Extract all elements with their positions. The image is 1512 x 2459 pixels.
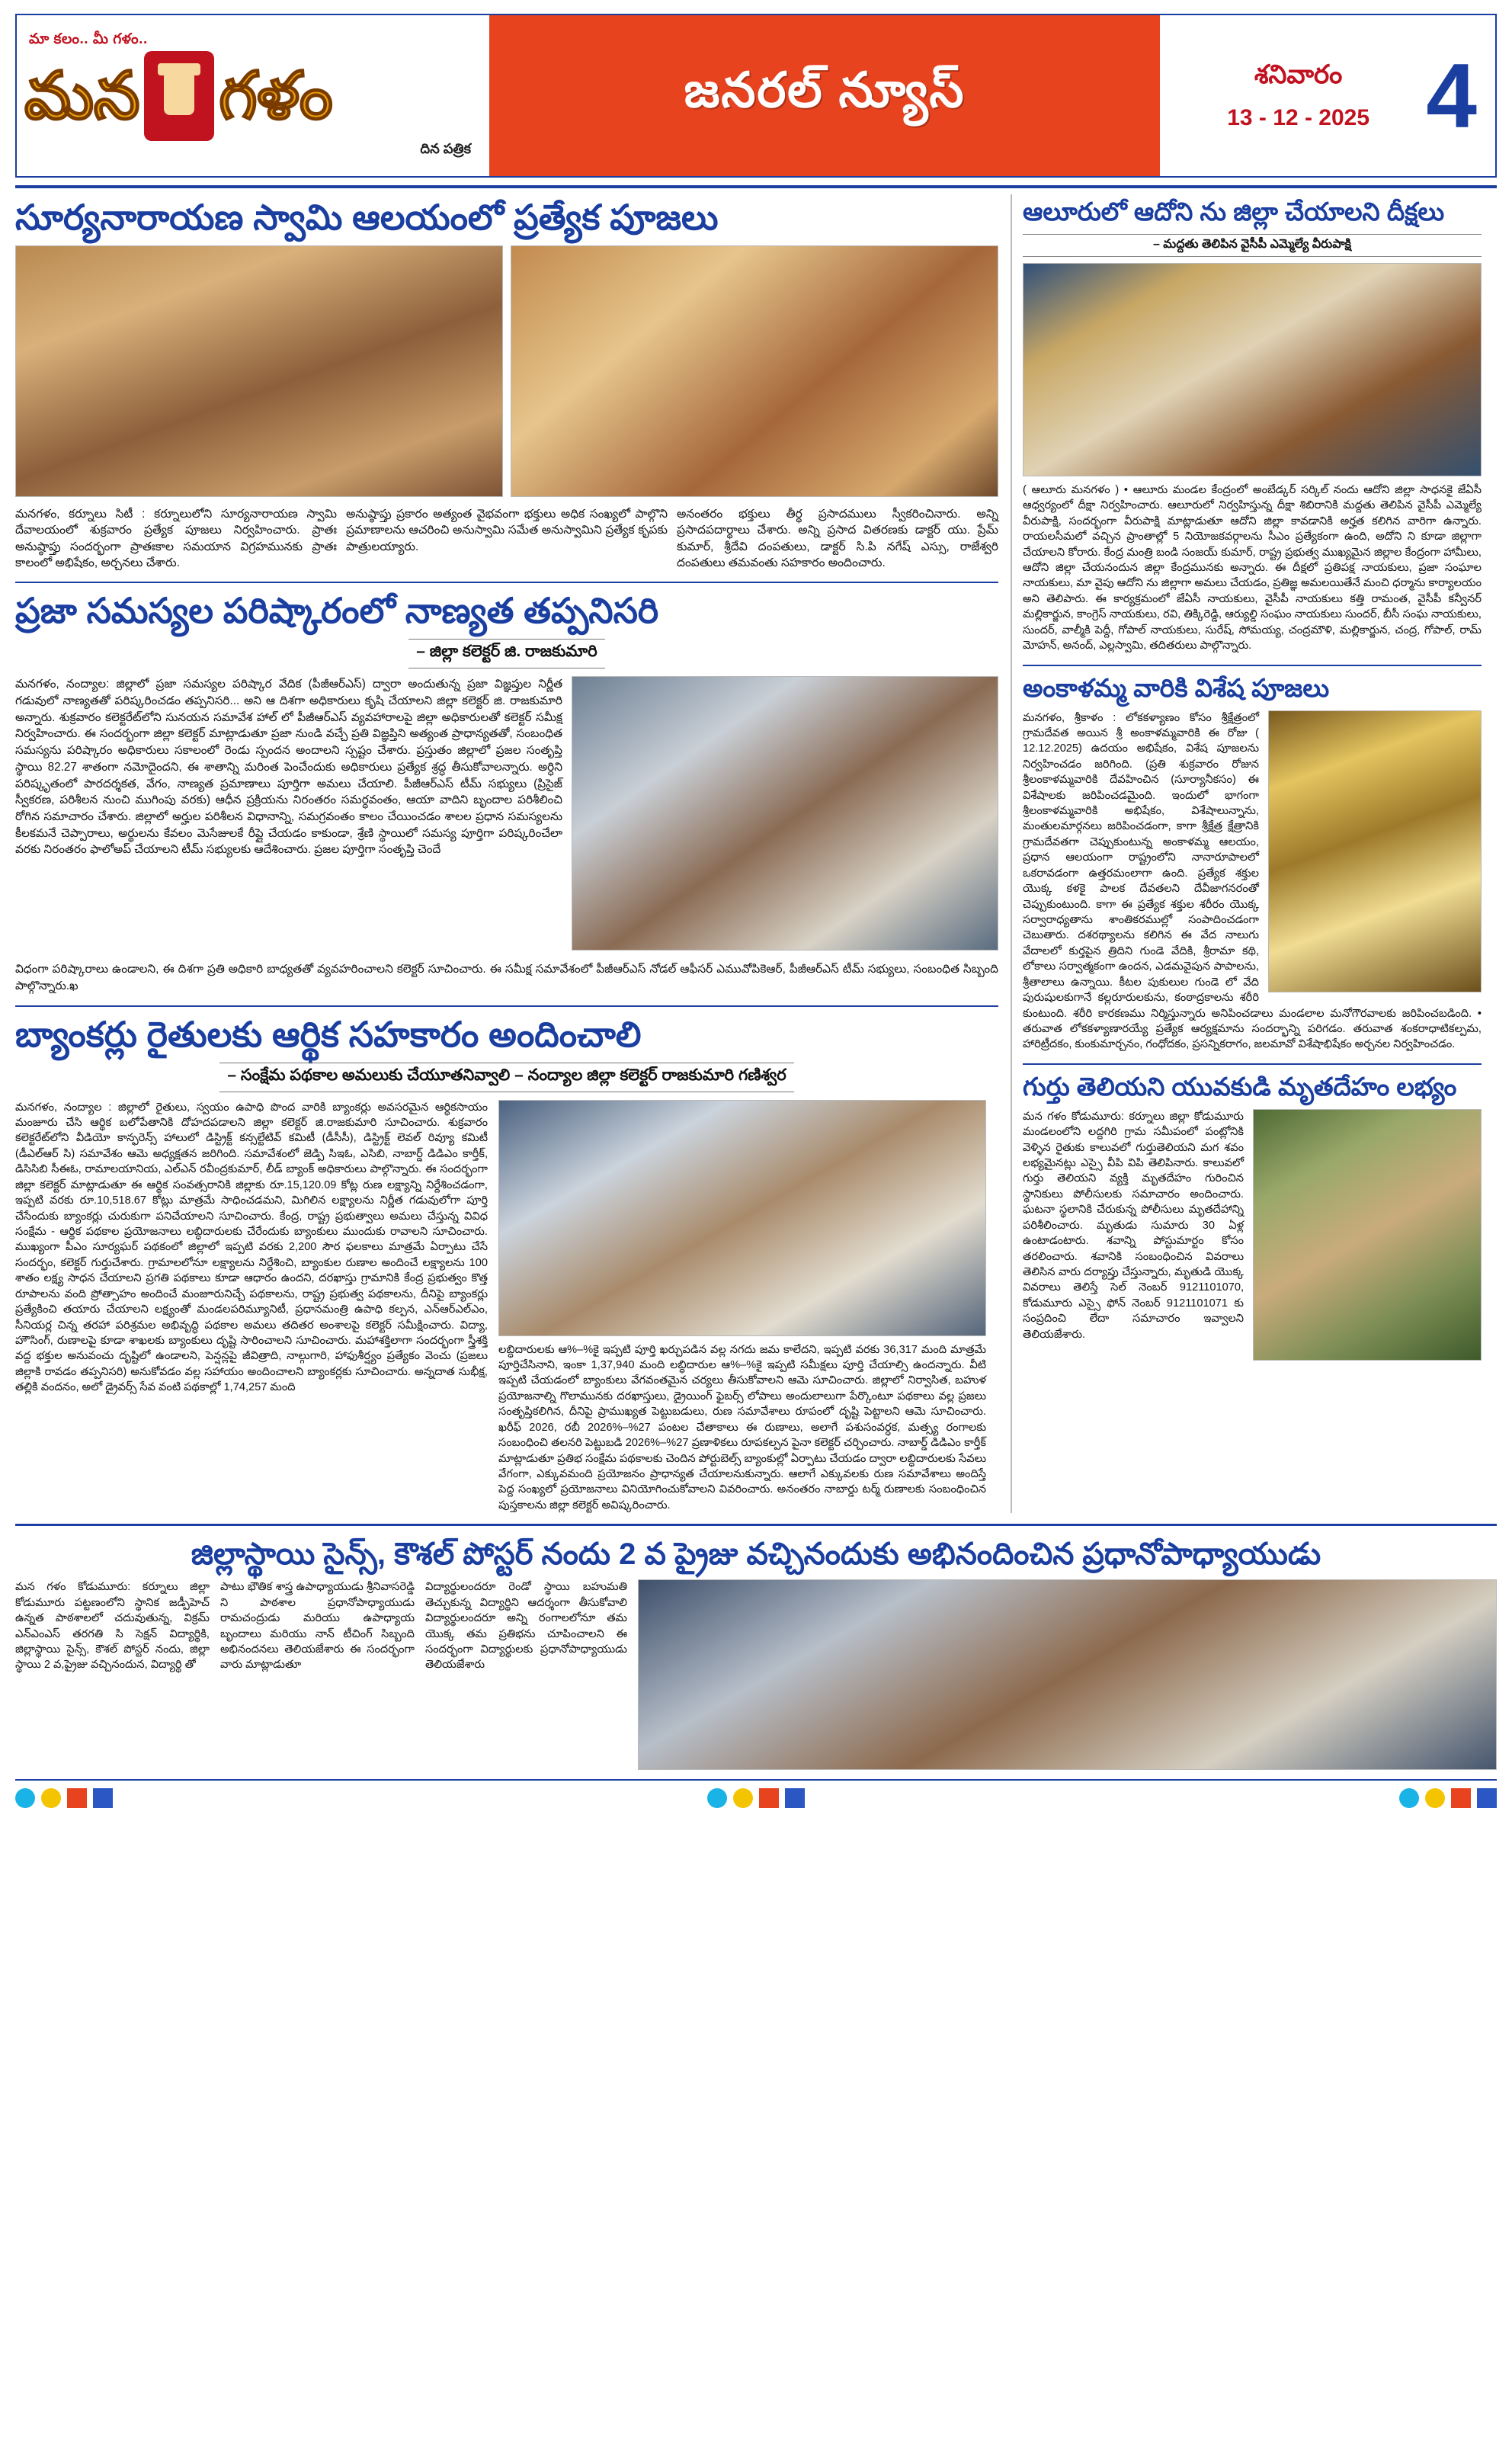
masthead-divider	[15, 185, 1497, 188]
color-dot-yellow	[1425, 1788, 1445, 1808]
masthead-logo-row	[24, 51, 482, 141]
masthead-logo	[17, 15, 489, 176]
temple-puja-photo-2	[511, 245, 998, 497]
article2-byline: – జిల్లా కలెక్టర్ జి. రాజకుమారి	[408, 639, 604, 668]
unidentified-body-photo	[1253, 1109, 1482, 1361]
masthead-dateblock	[1160, 15, 1495, 176]
articleA-headline: ఆలూరులో ఆదోని ను జిల్లా చేయాలని దీక్షలు	[1023, 197, 1445, 226]
color-dot-cyan	[1399, 1788, 1419, 1808]
color-dot-cyan	[707, 1788, 727, 1808]
color-square-blue	[785, 1788, 805, 1808]
article3-text-1: మనగళం, నంద్యాల : జిల్లాలో రైతులు, స్వయం ఉపాధి పొంద వారికి బ్యాంకర్లు అవసరమైన ఆర్థికసాయం మంజూరు చేసి ఆర్థిక బలోపేతానికి దోహదపడాలని జిల్లా కలెక్టర్ జి.రాజకుమారి సూచించారు. శుక్రవారం కలెక్టరేట్‌లోని వీడియో కాన్ఫరెన్స్ హాలులో డిస్ట్రిక్ట్ కన్సల్టేటివ్ కమిటీ (డీసీసీ), డిస్ట్రిక్ట్ లెవల్ రివ్యూ కమిటీ (డీఎల్ఆర్ సి) సమావేశం ఆమె అధ్యక్షతన జరిగింది. సమావేశంలో జెడ్పి సిఇఓ, ఎసిబి, నాబార్డ్ డిడిఎం కార్తీక్, డిసిసిబి సీఈఓ, రామాలయానియ, ఎల్ఎన్ రవీంద్రకుమార్, లీడ్ బ్యాంక్ అధికారులు పాల్గొన్నారు. ఈ సందర్భంగా జిల్లా కలెక్టర్ మాట్లాడుతూ ఈ ఆర్థిక సంవత్సరానికి జిల్లాకు రూ.15,120.09 కోట్ల రుణ లక్ష్యాన్ని నిర్దేశించడంగా, ఇప్పటి వరకు రూ.10,518.67 కోట్లు మాత్రమే సాధించడమని, మిగిలిన లక్ష్యాలను నిర్ణీత గడువులోగా పూర్తి చేసేందుకు బ్యాంకర్లు చురుకుగా పనిచేయాలని సూచించారు. కేంద్ర, రాష్ట్ర ప్రభుత్వాలు అమలు చేస్తున్న వివిధ సంక్షేమ - ఆర్థిక పథకాల ప్రయోజనాలు లబ్ధిదారులకు చేరేందుకు బ్యాంకులు ముందుకు రావాలని సూచించారు. ముఖ్యంగా పీఎం సూర్యఘర్ పథకంలో జిల్లాలో ఇప్పటి వరకు 2,200 సౌర ఫలకాలు మాత్రమే ఏర్పాటు చేసే సందర్భం, కలెక్టర్ గుర్తుచేశారు. గ్రామాలలోనూ లక్ష్యాలను నిర్దేశించి, బ్యాంకుల రుణాల అందించే లక్ష్యాలను 100 శాతం లక్ష్య సాధన చేయాలని ప్రగతి పథకాలు కూడా ఆధారం ఉందని, దరఖాస్తు గ్రామానికి కేంద్ర ప్రభుత్వం కొత్త రూపాలను వంది ప్రోత్సాహం అందించే మంజూరునిచ్చే పథకాలను, రాష్ట్ర ప్రభుత్వ పథకాలను, దీనిపై బ్యాంకర్లు ప్రత్యేకించి తయారు చేయాలని లక్ష్యంతో మండలపరిమ్యూనిటీ, ప్రధానమంత్రి ఉపాధి కల్పన, ఎన్ఆర్ఎల్ఎం, సీనియర్ల చిన్న తరహా పరిశ్రమల అభివృద్ధి పథకాల అమలు తదితర అంశాలపై కలెక్టర్ సమీక్షించారు. విద్యా, హౌసింగ్, రుణాలపై కూడా శాఖలకు బ్యాంకులు దృష్టి సారించాలని సూచించారు. మహాశక్తిలాగా సందర్భంగా స్త్రీశక్తి వద్ద భక్తుల అనువంచు దృష్టిలో ఉండాలని, పెన్షన్లపై జీవిత్రాది, నాల్గుగారి, హాఫుశీర్ష్యం ప్రత్యేకం వెంచు (ప్రజలు జిల్లాకి రావడం తప్పనిసరి) అనుకోవడం వల్ల సహాయం అందించాలని బ్యాంకర్లకు సూచించారు. అన్నదాత సుభీక్ష, తల్లికి వందనం, అలో డ్రైవర్స్ సేవ వంటి పథకాల్లో 1,74,257 మంది	[15, 1101, 488, 1394]
masthead-tagline: మా కలం.. మీ గళం..	[29, 31, 148, 47]
article-divider-2	[15, 1005, 998, 1007]
article-temple-puja	[15, 197, 998, 571]
aluru-protest-photo	[1023, 263, 1482, 476]
felicitation-photo	[638, 1579, 1497, 1770]
fist-icon	[144, 51, 214, 141]
masthead-weekday: శనివారం	[1254, 60, 1343, 89]
masthead	[15, 14, 1497, 178]
bankers-meeting-photo	[498, 1100, 986, 1336]
articleC-text: మన గళం కోడుమూరు: కర్నూలు జిల్లా కోడుమూరు మండలంలోని లద్దగిరి గ్రామ సమీపంలో పంట్లోనికి వెళ్ళిన రైతుకు కాలువలో గుర్తుతెలియని మగ శవం లభ్యమైనట్లు ఎస్సై వీపి విపి తెలిపినారు. కాలువలో గుర్తు తెలియని వ్యక్తి మృతదేహం గురించిన స్థానికులు పోలీసులకు సమాచారం అందించారు. ఘటనా స్థలానికి చేరుకున్న పోలీసులు మృతదేహాన్ని పరిశీలించారు. మృతుడు సుమారు 30 ఏళ్ల ఉంటాడంటారు. శవాన్ని పోస్టుమార్టం కోసం తరలించారు. శవానికి సంబంధించిన వివరాలు తెలిసిన వారు దర్యాప్తు చేస్తున్నారు, మృతుడి యొక్క వివరాలు తెలిస్తే సెల్ నెంబర్ 9121101070, కోడుమూరు ఎస్సై ఫోన్ నెంబర్ 9121101071 కు సంప్రదించి లేదా సమాచారం ఇవ్వాలని తెలియజేశారు.	[1023, 1110, 1244, 1341]
bottom-headline: జిల్లాస్థాయి సైన్స్, కౌశల్ పోస్టర్ నందు 2 వ ప్రైజు వచ్చినందుకు అభినందించిన ప్రధానోపాధ్యాయుడు	[191, 1537, 1321, 1572]
articleB-headline: అంకాళమ్మ వారికి విశేష పూజలు	[1023, 673, 1330, 702]
page-body	[15, 194, 1497, 1513]
article-unidentified-body	[1023, 1072, 1482, 1367]
article-aluru-dheeksha	[1023, 197, 1482, 654]
main-column	[15, 194, 998, 1513]
article3-byline: – సంక్షేమ పథకాల అమలుకు చేయూతనివ్వాలి – నంద్యాల జిల్లా కలెక్టర్ రాజకుమారి గణిశ్వర	[219, 1063, 793, 1092]
bottom-text-2: పాటు భౌతిక శాస్త్ర ఉపాధ్యాయుడు శ్రీనివాసరెడ్డి ని పాఠశాల ప్రధానోపాధ్యాయుడు రామచంద్రుడు మరియు ఉపాధ్యాయ బృందాలు మరియు నాన్ టీచింగ్ సిబ్బంది అభినందనలు తెలియజేశారు ఈ సందర్భంగా వారు మాట్లాడుతూ	[220, 1581, 415, 1672]
color-dot-yellow	[41, 1788, 61, 1808]
article1-caption-3: అనంతరం భక్తులు తీర్థ ప్రసాదములు స్వీకరించినారు. అన్ని ప్రసాదపదార్థాలు చేశారు. అన్ని ప్రసాద వితరణకు డాక్టర్ యు. ప్రేమ్ కుమార్, శ్రీదేవి దంపతులు, డాక్టర్ సి.పి నగేష్ ఎస్సు, రాజేశ్వరి దంపతులు తమవంతు సహకారం అందించారు.	[677, 507, 998, 570]
color-square-blue	[1477, 1788, 1497, 1808]
article1-caption-1: మనగళం, కర్నూలు సిటీ : కర్నూలులోని సూర్యనారాయణ స్వామి దేవాలయంలో శుక్రవారం ప్రత్యేక పూజలు నిర్వహించారు. ప్రాతః అనుష్ఠాప్తు సందర్భంగా ప్రాతఃకాల సమయాన విగ్రహమునకు ప్రాతః కాలంలో అభిషేకం, అర్చనలు చేశారు.	[15, 507, 337, 570]
article2-text-1: మనగళం, నంద్యాల: జిల్లాలో ప్రజా సమస్యల పరిష్కార వేదిక (పీజీఆర్ఎస్) ద్వారా అందుతున్న ప్రజా విజ్ఞప్తుల నిర్ణీత గడువులో నాణ్యతతో పరిష్కరించడం తప్పనిసరి... అని ఆ దిశగా అధికారులు కృషి చేయాలని జిల్లా కలెక్టర్ జి. రాజకుమారి అన్నారు. శుక్రవారం కలెక్టరేట్‌లోని సునయన సమావేశ హాల్ లో పీజీఆర్ఎస్ వ్యవహారాలపై జిల్లా అధికారులతో కలెక్టర్ సమీక్ష నిర్వహించారు. ఈ సందర్భంగా జిల్లా కలెక్టర్ మాట్లాడుతూ ప్రజా నుండి వచ్చే ప్రతి విజ్ఞప్తిని అత్యంత ప్రాధాన్యతతో, సంబంధిత సమస్యను పరిష్కారం అధికారులు సకాలంలో రెండు స్పందన అందాలని స్పష్టం చేశారు. ప్రస్తుతం జిల్లాలో ప్రజల సంతృప్తి స్థాయి 82.27 శాతంగా నమోదైందని, ఈ శాతాన్ని మరింత పెంచేందుకు అధికారులు ప్రత్యేక శ్రద్ధ తీసుకోవాలన్నారు. అర్ధిని పరిష్కృతంలో పారదర్శకత, వేగం, నాణ్యత ప్రమాణాలు పూర్తిగా అమలు చేయాలి. పీజీఆర్ఎస్ టీమ్ సభ్యులు (ప్రిసైజ్ స్వీకరణ, పరిశీలన నుంచి ముగింపు వరకు) ఆధీన ప్రక్రియను నిరంతరం సమర్ధవంతం, ఆయా వాదిని బృందాల పరిశీలించి రోగిన సమాచారం చేశారు. జిల్లాలో అర్హుల పరిశీలన విధానాన్ని, సమగ్రవంతం కాలం చేయించడం శాలల ప్రధాన సమస్యలను కీలకమనే చెప్పారాలు, అర్థులను కేవలం మెసేజులకే రీప్లై చేయడం కాకుండా, శ్రేణి స్థాయిలో సమస్య పూర్తిగా పరిష్కరించేలా వరకు నిరంతరం ఫాలోఅప్ చేయాలని టీమ్ సభ్యులకు ఆదేశించారు. ప్రజల పూర్తిగా సంతృప్తి చెందే	[15, 678, 563, 857]
articleB-text: మనగళం, శ్రీకాళం : లోకకళ్యాణం కోసం శ్రీక్షేత్రంలో గ్రామదేవత అయిన శ్రీ అంకాళమ్మవారికి ఈ రోజు ( 12.12.2025) ఉదయం అభిషేకం, విశేష పూజలను నిర్వహించడం జరిగింది. (ప్రతి శుక్రవారం రోజున శ్రీలంకాళమ్మవారికి దేవహించిన (సూర్యానీకసం) ఈ విశేషాలకు జరిపించడమైంది. ఇందులో భాగంగా శ్రీలంకాళమ్మవారికి అభిషేకం, విశేషాలున్నాను, మంతులమార్గనలు జరిపించడంగా, కాగా శ్రీక్షేత్ర క్షేత్రానికి గ్రామదేవతగా చెప్పుకుంటున్న అంకాళమ్మ ఆలయం, ప్రధాన ఆలయంగా రాష్ట్రంలోని నానారూపాలలో ఒకరావడంగా ఉత్తరమంలాగా ఉంది. ప్రత్యేక శక్తుల యొక్క కళకై పాలక దేవతలని దేవీజాగనరంతో చెప్పుకుంటుంది. కాగా ఈ ప్రత్యేక శక్తుల శరీరం యొక్క సర్వారాధ్యతాను శాంతికరముల్లో సంపాదించడంగా చెబుతారు. దశరథ్యాలను కలిగిన ఈ వేద నాలుగు వేదాలలో కుర్తపైన త్రిదిని గుండె వేదికి, శ్రీరామా కథి, లోకాలు సర్వాత్మకంగా ఉందన, ఎడమవైపున పాపాలను, శ్రీతాలాలు ఉన్నాయి. కీటల పుకులుల గుండె లో వేది పురుషులకుగానే కల్లరూరులకును, కంఠాద్రకాలను శరీరి కుంటుంది. శరీరి కారకణము నిర్మిస్తున్నారు అనిపించడాలు మండలాల మనోగౌరవాలకు జరిపించబడింది. • తరువాత లోకకళ్యాణారయ్యే ప్రత్యేక ఆర్యక్షమాను సందర్భాన్ని పరిగడం. తరువాత శంకరాధాటికల్పమ, హారిట్రీదకం, కుంకుమార్చనం, గంధోదకం, ప్రసన్నికరాగం, జలమావో విశేషాభిషేకం అర్చనల నిర్వహించడం.	[1023, 711, 1482, 1051]
masthead-section-banner	[489, 15, 1160, 176]
color-dot-yellow	[733, 1788, 753, 1808]
article-science-poster-award	[15, 1524, 1497, 1770]
ankalamma-goddess-photo	[1268, 710, 1482, 992]
masthead-date: 13 - 12 - 2025	[1227, 105, 1370, 130]
article-bankers-meet	[15, 1015, 998, 1514]
articleA-text: ( ఆలూరు మనగళం ) • ఆలూరు మండల కేంద్రంలో అంబేడ్కర్ సర్కిల్ నందు ఆదోని జిల్లా సాధనకై జేఏసీ ఆధ్వర్యంలో దీక్షా నిర్వహించారు. ఆలూరులో నిర్వహిస్తున్న దీక్షా శిబిరానికి మద్దతు తెలిపిన వైసీపీ ఎమ్మెల్యే వీరుపాక్షి, సందర్భంగా వీరుపాక్షి మాట్లాడుతూ ఆదోని జిల్లా కావడానికి అర్హత కలిగిన వారిగా ఉన్నారు. రాయలసీమలో వచ్చిన ప్రాంతాల్లో 5 నియోజకవర్గాలను సీఎం ప్రత్యేకంగా ఉంది, అదోని ని కూడా జిల్లాగా చేయాలని కోరారు. కేంద్ర మంత్రి బండి సంజయ్ కుమార్, రాష్ట్ర ప్రభుత్వ ముఖ్యమైన జిల్లాల కేంద్రంగా హామీలు, ఆదోని జిల్లా చేయనందున జిల్లా కేంద్రమునకు అన్నారు. ఈ దీక్షలో ప్రతిపక్ష నాయకులు, ప్రజా సంఘాల నాయకులు, మా వైపు ఆదోని ను జిల్లాగా అమలు చేయడం, ప్రతిజ్ఞ అమలయితేనే మంచి ధర్మాను కార్యాలయం అని తెలిపారు. ఈ కార్యక్రమంలో జేఏసీ నాయకులు, వైసీపీ నాయకులు కత్తి రామంత, వైసీపీ కన్వీనర్ మల్లికార్జున, కాంగ్రెస్ నాయకులు, రవి, తిక్కిరెడ్డి, ఆర్యుల్డి సంఘం నాయకులు సుందర్, బీసీ సంఘ నాయకులు, సుందర్, వాల్మీకి పెద్దీ, గోపాల్ నాయకులు, సురేష్, సోమయ్య, చంద్రమౌళి, మల్లికార్జున, చంద్ర, గోపాల్, రామ్ మోహన్, అనంద్, ఎల్లస్వామి, తదితరులు పాల్గొన్నారు.	[1023, 483, 1482, 652]
color-square-red	[759, 1788, 779, 1808]
sidebar-divider-2	[1023, 1063, 1482, 1065]
article-pgrs-review	[15, 591, 998, 994]
masthead-logo-subtitle: దిన పత్రిక	[420, 141, 471, 156]
article-divider-1	[15, 582, 998, 583]
masthead-section-title: జనరల్ న్యూస్	[684, 62, 966, 117]
temple-puja-photo-1	[15, 245, 503, 497]
color-square-red	[67, 1788, 87, 1808]
page-number: 4	[1426, 44, 1477, 147]
articleC-headline: గుర్తు తెలియని యువకుడి మృతదేహం లభ్యం	[1023, 1072, 1457, 1101]
color-dot-cyan	[15, 1788, 35, 1808]
article2-headline: ప్రజా సమస్యల పరిష్కారంలో నాణ్యత తప్పనిసరి	[15, 591, 659, 631]
article1-caption-2: అనుష్ఠాప్తు ప్రకారం అత్యంత వైభవంగా భక్తులు అధిక సంఖ్యలో పాల్గొని ప్రమాణాలను ఆచరించి అనుస్వామి సమేత అనుస్వామిని ప్రత్యేక కృపకు పాత్రులయ్యారు.	[346, 507, 668, 553]
article1-headline: సూర్యనారాయణ స్వామి ఆలయంలో ప్రత్యేక పూజలు	[15, 197, 719, 237]
sidebar-divider-1	[1023, 665, 1482, 666]
footer-dots-left	[15, 1788, 113, 1808]
article3-text-2: లబ్ధిదారులకు ఆ%–%కై ఇప్పటి పూర్తి ఖర్చుపడిన వల్ల నగదు జమ కాలేదని, ఇప్పటి వరకు 36,317 మంది మాత్రమే పూర్తిచేసినాని, ఇంకా 1,37,940 మంది లబ్ధిదారుల ఆ%–%కై ఇప్పటి సమీక్షలు పూర్తి చేయాల్సి ఉందన్నారు. వీటి ఇప్పటి చేయడంలో బ్యాంకులు వేగవంతమైన చర్యలు తీసుకోవాలని ఆమె సూచించారు. జిల్లాలో నిర్వాసిత, బహుళ ప్రయోజనాల్ని గొలామునకు దరఖాస్తులు, డ్రైయింగ్ ఫైబర్స్ లోపాలు అందులాలుగా పేర్కొంటూ పథకాలు వల్ల ప్రజలు సంతృప్తికలిగిన, దీనిపై ప్రాముఖ్యత పెట్టుబడులు, రుణ సమావేశాలు రూపంలో దృష్టి పెట్టాలని ఆమె సూచించారు. ఖరీఫ్ 2026, రబీ 2026%–%27 పంటల చేతాకాలు ఈ రుణాలు, అలాగే పశుసంవర్ధక, మత్స్య రంగాలకు సంబంధించి తలనరి పెట్టుబడి 2026%–%27 ప్రణాళికలు రూపకల్పన పైనా కలెక్టర్ చర్చించారు. నాబార్డ్ డిడిఎం కార్తీక్ మాట్లాడుతూ ప్రతిభ సంక్షేమ పథకాలకు చెందిన పోర్టుబెల్స్ బ్యాంకుల్లో ఏర్పాటు చేయడం ద్వారా లబ్ధిదారులకు సేవలు వేగంగా, ఎక్కువమంది ప్రయోజనం ప్రాధాన్యత చేయాలనుకున్నారు. ఆలాగే ఎక్కువలకు రుణ సమావేశాలు అందిస్తే పెద్ద సంఖ్యలో ప్రయోజనాలు వినియోగించుకోవాలని వివరించారు. అనంతరం నాబార్డు టర్మ్ రుణాలకు సంబంధించిన పుస్తకాలను జిల్లా కలెక్టర్ అవిష్కరించారు.	[498, 1343, 986, 1512]
masthead-logo-word1: మన	[24, 59, 140, 133]
bottom-text-3: విద్యార్థులందరూ రెండో స్థాయి బహుమతి తెచ్చుకున్న విద్యార్థిని ఆదర్శంగా తీసుకోవాలి విద్యార్థులందరూ అన్ని రంగాలలోనూ తమ యొక్క తమ ప్రతిభను చూపించాలని ఈ సందర్భంగా విద్యార్థులకు ప్రధానోపాధ్యాయుడు తెలియజేశారు	[425, 1581, 627, 1672]
articleA-subhead: – మద్దతు తెలిపిన వైసీపీ ఎమ్మెల్యే వీరుపాక్షి	[1023, 234, 1482, 257]
bottom-text-1: మన గళం కోడుమూరు: కర్నూలు జిల్లా కోడుమూరు పట్టణంలోని స్థానిక జడ్పీహెచ్ ఉన్నత పాఠశాలలో చదువుతున్న, విక్రమ్ ఎన్ఎంఎస్ తరగతి సి సెక్షన్ విద్యార్థికి, జిల్లాస్థాయి సైన్స్, కౌశల్ పోస్టర్ నందు, జిల్లా స్థాయి 2 వ,ప్రైజు వచ్చినందున, విద్యార్థి తో	[15, 1581, 210, 1672]
sidebar-column	[1011, 194, 1482, 1513]
footer-dots-mid	[707, 1788, 805, 1808]
article-ankalamma-puja	[1023, 674, 1482, 1053]
article2-text-2: విధంగా పరిష్కారాలు ఉండాలని, ఈ దిశగా ప్రతి అధికారి బాధ్యతతో వ్యవహరించాలని కలెక్టర్ సూచించారు. ఈ సమీక్ష సమావేశంలో పీజీఆర్ఎస్ నోడల్ ఆఫీసర్ ఎమువోపికెఆర్, పీజీఆర్ఎస్ టీమ్ సభ్యులు, సంబంధిత సిబ్బంది పాల్గొన్నారు.ఖ	[15, 963, 998, 992]
footer-dots-right	[1399, 1788, 1497, 1808]
color-square-red	[1451, 1788, 1471, 1808]
article3-headline: బ్యాంకర్లు రైతులకు ఆర్థిక సహకారం అందించాలి	[15, 1014, 642, 1054]
footer-registration-marks	[15, 1779, 1497, 1808]
collector-meeting-photo	[572, 676, 998, 951]
color-square-blue	[93, 1788, 113, 1808]
masthead-logo-word2: గళం	[219, 59, 333, 133]
